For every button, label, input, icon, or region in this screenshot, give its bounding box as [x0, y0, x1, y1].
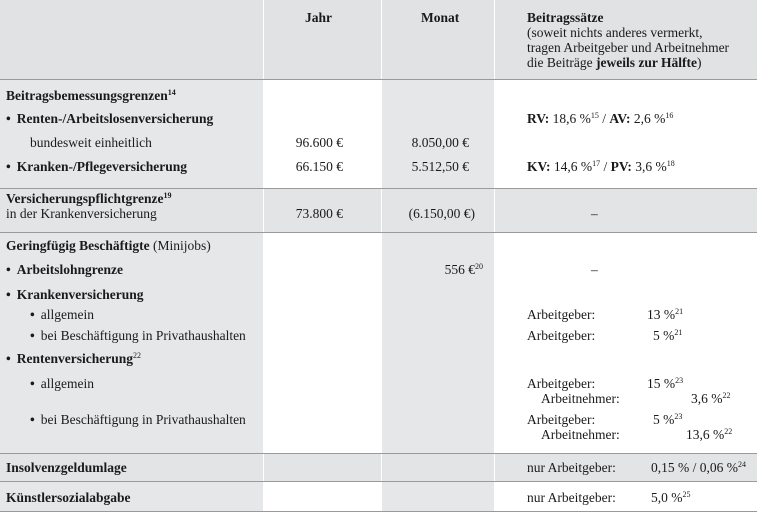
ksa-who: nur Arbeitgeber:: [527, 490, 616, 505]
minijobs-alg-label: • Arbeitslohngrenze: [6, 262, 123, 277]
bbg-bund-jahr: 96.600 €: [295, 135, 343, 150]
minijobs-rv-priv-ag: Arbeitgeber:: [527, 412, 596, 427]
minijobs-kv-allg-who: Arbeitgeber:: [527, 307, 596, 322]
vpg-monat: (6.150,00 €): [408, 206, 475, 221]
header-note-line3: die Beiträge jeweils zur Hälfte): [527, 55, 702, 70]
bbg-kv-monat: 5.512,50 €: [411, 159, 469, 174]
bbg-title: Beitragsbemessungsgrenzen$^{14}$: [6, 88, 176, 103]
minijobs-rv-allg-an-rate: 3,6 %$^{22}$: [691, 391, 731, 406]
minijobs-kv-priv: • bei Beschäftigung in Privathaushalten: [30, 328, 246, 343]
divider: [0, 453, 757, 454]
minijobs-title: Geringfügig Beschäftigte (Minijobs): [6, 238, 211, 253]
header-beitragssaetze: Beitragssätze: [527, 10, 604, 25]
minijobs-rv-priv-an-rate: 13,6 %$^{22}$: [686, 427, 733, 442]
minijobs-rv-priv: • bei Beschäftigung in Privathaushalten: [30, 412, 246, 427]
minijobs-rv-allg-ag-rate: 15 %$^{23}$: [647, 376, 684, 391]
divider: [0, 232, 757, 233]
divider: [0, 79, 757, 80]
bbg-rv-rates: RV: 18,6 %$^{15}$ / AV: 2,6 %$^{16}$: [527, 111, 674, 126]
insolvenz-who: nur Arbeitgeber:: [527, 460, 616, 475]
minijobs-alg-rate: –: [591, 262, 598, 277]
minijobs-rv-label: • Rentenversicherung$^{22}$: [6, 351, 141, 366]
divider: [0, 188, 757, 189]
vpg-jahr: 73.800 €: [295, 206, 343, 221]
minijobs-kv-priv-who: Arbeitgeber:: [527, 328, 596, 343]
header-note-line2: tragen Arbeitgeber und Arbeitnehmer: [527, 40, 730, 55]
minijobs-kv-allg: • allgemein: [30, 307, 94, 322]
minijobs-rv-priv-ag-rate: 5 %$^{23}$: [653, 412, 683, 427]
bbg-bund-label: bundesweit einheitlich: [30, 135, 152, 150]
header-jahr: Jahr: [305, 10, 332, 25]
divider: [0, 481, 757, 482]
minijobs-rv-allg: • allgemein: [30, 376, 94, 391]
insolvenz-rate: 0,15 % / 0,06 %$^{24}$: [651, 460, 746, 475]
vpg-subtitle: in der Krankenversicherung: [6, 206, 157, 221]
ksa-rate: 5,0 %$^{25}$: [651, 490, 691, 505]
minijobs-kv-priv-rate: 5 %$^{21}$: [653, 328, 683, 343]
minijobs-kv-allg-rate: 13 %$^{21}$: [647, 307, 684, 322]
ksa-title: Künstlersozialabgabe: [6, 490, 131, 505]
bbg-kv-rates: KV: 14,6 %$^{17}$ / PV: 3,6 %$^{18}$: [527, 159, 675, 174]
vpg-title: Versicherungspflichtgrenze$^{19}$: [6, 191, 172, 206]
insolvenz-title: Insolvenzgeldumlage: [6, 460, 127, 475]
minijobs-rv-allg-ag: Arbeitgeber:: [527, 376, 596, 391]
minijobs-rv-allg-an: Arbeitnehmer:: [541, 391, 620, 406]
header-note-line1: (soweit nichts anderes vermerkt,: [527, 25, 703, 40]
bbg-kv-jahr: 66.150 €: [295, 159, 343, 174]
minijobs-alg-monat: 556 €$^{20}$: [444, 262, 483, 277]
minijobs-rv-priv-an: Arbeitnehmer:: [541, 427, 620, 442]
bbg-bund-monat: 8.050,00 €: [411, 135, 469, 150]
bbg-kv-label: • Kranken-/Pflegeversicherung: [6, 159, 187, 174]
vpg-rate: –: [591, 206, 598, 221]
bbg-rv-label: • Renten-/Arbeitslosenversicherung: [6, 111, 214, 126]
header-monat: Monat: [421, 10, 460, 25]
minijobs-kv-label: • Krankenversicherung: [6, 287, 144, 302]
